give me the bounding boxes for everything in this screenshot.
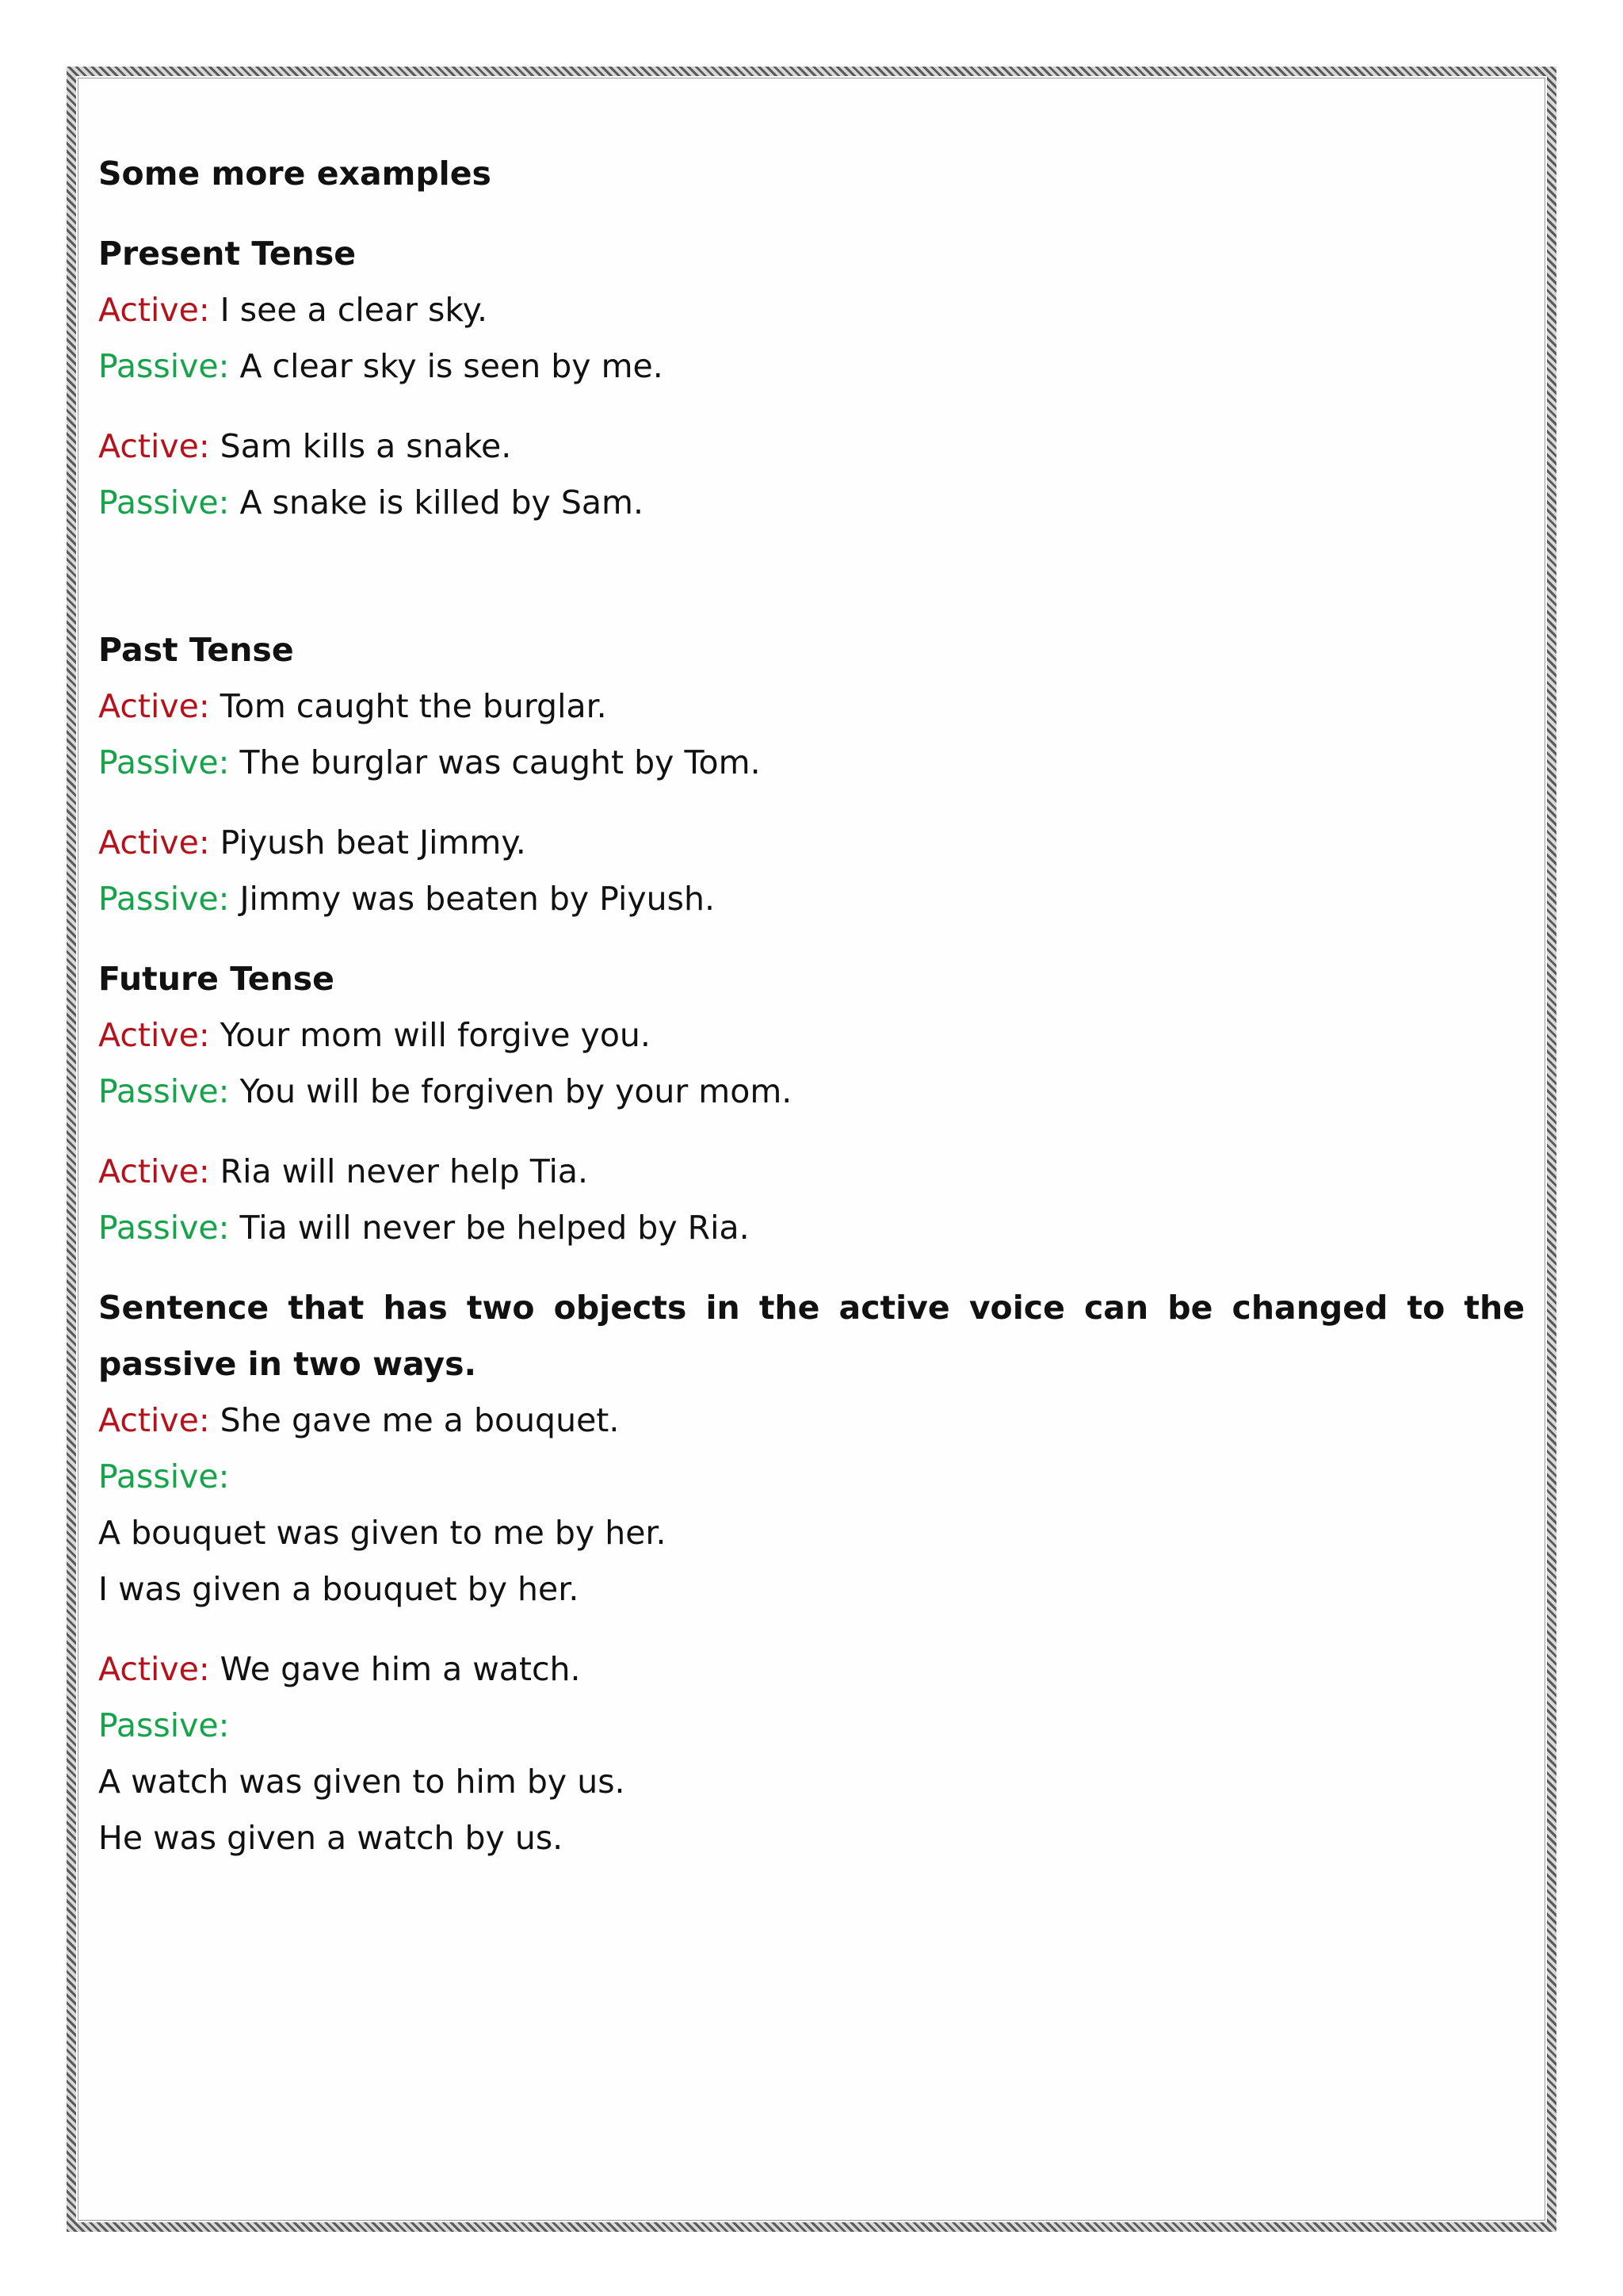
passive-sentence [98, 735, 1525, 791]
passive-text: A bouquet was given to me by her. [98, 1514, 666, 1552]
active-label: Active: [98, 1152, 210, 1190]
active-sentence [98, 1007, 1525, 1064]
section-heading-past: Past Tense [98, 631, 294, 669]
section-heading-present: Present Tense [98, 235, 357, 273]
passive-text: He was given a watch by us. [98, 1819, 563, 1857]
passive-text: You will be forgiven by your mom. [229, 1072, 792, 1110]
active-text: Your mom will forgive you. [209, 1016, 651, 1054]
active-label: Active: [98, 1401, 210, 1439]
active-sentence [98, 815, 1525, 871]
passive-sentence [98, 1200, 1525, 1256]
section-heading-future: Future Tense [98, 960, 334, 998]
passive-sentence [98, 475, 1525, 531]
passive-label: Passive: [98, 1209, 230, 1247]
passive-sentence [98, 871, 1525, 927]
page-title: Some more examples [98, 155, 491, 193]
passive-sentence [98, 338, 1525, 395]
passive-text: A snake is killed by Sam. [229, 483, 643, 521]
active-label: Active: [98, 1016, 210, 1054]
document-body [98, 146, 1525, 1866]
active-label: Active: [98, 823, 210, 861]
active-text: Ria will never help Tia. [209, 1152, 589, 1190]
passive-label: Passive: [98, 347, 230, 385]
active-sentence [98, 1641, 1525, 1698]
passive-text: Tia will never be helped by Ria. [229, 1209, 750, 1247]
active-sentence [98, 1392, 1525, 1449]
active-text: Sam kills a snake. [209, 427, 512, 465]
active-label: Active: [98, 291, 210, 329]
active-text: Piyush beat Jimmy. [209, 823, 526, 861]
passive-label: Passive: [98, 743, 230, 781]
passive-text: A watch was given to him by us. [98, 1763, 625, 1801]
passive-text: Jimmy was beaten by Piyush. [229, 880, 716, 918]
passive-label: Passive: [98, 1706, 230, 1744]
active-text: She gave me a bouquet. [209, 1401, 620, 1439]
active-label: Active: [98, 1650, 210, 1688]
passive-text: I was given a bouquet by her. [98, 1570, 579, 1608]
passive-text: A clear sky is seen by me. [229, 347, 663, 385]
active-label: Active: [98, 687, 210, 725]
section-heading-two-objects: Sentence that has two objects in the active voice can be changed to the passive in two ways. [98, 1289, 1525, 1383]
active-text: We gave him a watch. [209, 1650, 581, 1688]
active-sentence [98, 1144, 1525, 1200]
active-sentence [98, 282, 1525, 338]
passive-label: Passive: [98, 483, 230, 521]
active-label: Active: [98, 427, 210, 465]
active-text: I see a clear sky. [209, 291, 488, 329]
passive-label: Passive: [98, 1072, 230, 1110]
passive-text: The burglar was caught by Tom. [229, 743, 761, 781]
passive-sentence [98, 1064, 1525, 1120]
active-text: Tom caught the burglar. [209, 687, 607, 725]
passive-label: Passive: [98, 880, 230, 918]
passive-label: Passive: [98, 1457, 230, 1496]
active-sentence [98, 418, 1525, 475]
active-sentence [98, 678, 1525, 735]
